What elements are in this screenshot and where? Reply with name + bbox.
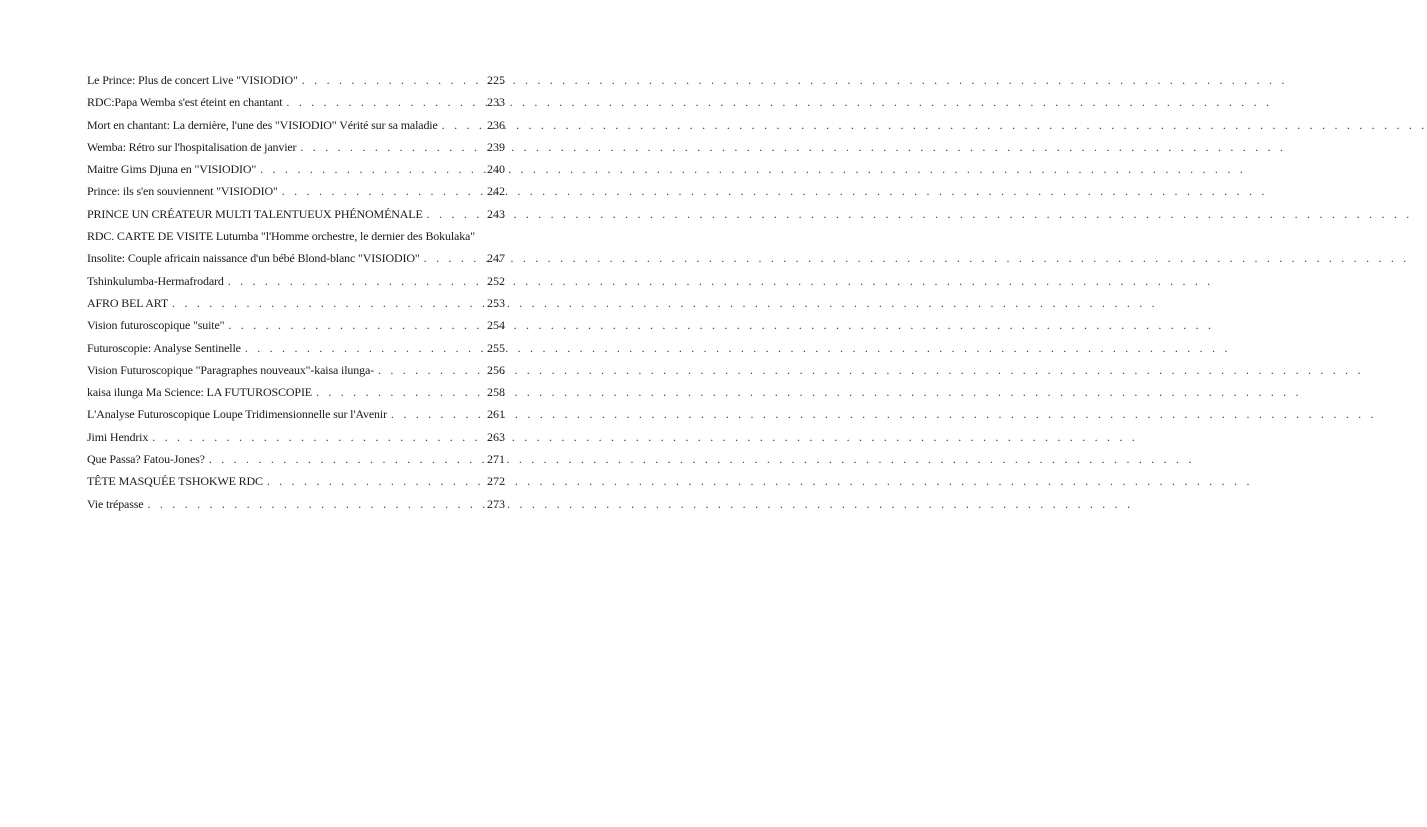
toc-entry-leader xyxy=(438,114,482,136)
toc-entry-leader xyxy=(168,292,482,314)
toc-entry-title: TÊTE MASQUÉE TSHOKWE RDC xyxy=(87,474,263,489)
toc-entry-page: 240 xyxy=(487,162,505,177)
toc-entry-leader xyxy=(205,448,482,470)
toc-entry[interactable] xyxy=(87,493,505,515)
toc-entry-title: Vie trépasse xyxy=(87,496,144,511)
toc-entry-title: Futuroscopie: Analyse Sentinelle xyxy=(87,340,241,355)
toc-entry[interactable] xyxy=(87,448,505,470)
toc-entry-page: 242 xyxy=(487,184,505,199)
toc-entry-title: Mort en chantant: La dernière, l'une des "VISIODIO" Vérité sur sa maladie xyxy=(87,117,438,132)
toc-entry-page: 247 xyxy=(487,251,505,266)
toc-entry-leader xyxy=(256,158,482,180)
toc-entry-leader xyxy=(263,470,482,492)
toc-entry-title: Que Passa? Fatou-Jones? xyxy=(87,452,205,467)
toc-entry[interactable] xyxy=(87,314,505,336)
toc-entry[interactable] xyxy=(87,292,505,314)
toc-entry[interactable] xyxy=(87,403,505,425)
toc-entry-page: 225 xyxy=(487,73,505,87)
toc-entry-page: 272 xyxy=(487,474,505,489)
toc-entry-title: Insolite: Couple africain naissance d'un bébé Blond-blanc "VISIODIO" xyxy=(87,251,420,266)
toc-entry-page: 243 xyxy=(487,206,505,221)
toc-entry-page: 252 xyxy=(487,273,505,288)
toc-entry-page: 236 xyxy=(487,117,505,132)
toc-entry-page: 255 xyxy=(487,340,505,355)
toc-entry-title: L'Analyse Futuroscopique Loupe Tridimensionnelle sur l'Avenir xyxy=(87,407,387,422)
toc-entry[interactable] xyxy=(87,247,505,269)
toc-entry-page: 258 xyxy=(487,385,505,400)
toc-entry-leader xyxy=(298,69,482,91)
toc-entry-title: Prince: ils s'en souviennent "VISIODIO" xyxy=(87,184,278,199)
toc-entry-page: 254 xyxy=(487,318,505,333)
table-of-contents xyxy=(87,69,505,515)
toc-entry-title: Vision futuroscopique "suite" xyxy=(87,318,225,333)
toc-entry-title: RDC:Papa Wemba s'est éteint en chantant xyxy=(87,95,283,110)
toc-entry-title: RDC. CARTE DE VISITE Lutumba "l'Homme orchestre, le dernier des Bokulaka" xyxy=(87,229,475,244)
toc-entry-page: 261 xyxy=(487,407,505,422)
toc-entry-leader xyxy=(423,203,482,225)
toc-entry-leader xyxy=(278,180,482,202)
toc-entry-title: Le Prince: Plus de concert Live "VISIODIO" xyxy=(87,73,298,87)
toc-entry-title: Jimi Hendrix xyxy=(87,429,149,444)
toc-entry-leader xyxy=(143,493,482,515)
toc-entry-leader xyxy=(282,91,482,113)
toc-entry[interactable] xyxy=(87,426,505,448)
toc-entry-leader xyxy=(387,403,482,425)
toc-entry-leader xyxy=(241,337,482,359)
toc-entry[interactable] xyxy=(87,381,505,403)
toc-entry-title: Maitre Gims Djuna en "VISIODIO" xyxy=(87,162,257,177)
toc-entry-page: 239 xyxy=(487,139,505,154)
toc-entry-title: Tshinkulumba-Hermafrodard xyxy=(87,273,224,288)
toc-entry[interactable] xyxy=(87,114,505,136)
toc-entry[interactable] xyxy=(87,180,505,202)
toc-entry[interactable] xyxy=(87,225,505,247)
toc-entry-leader xyxy=(312,381,482,403)
toc-entry[interactable] xyxy=(87,203,505,225)
toc-entry[interactable] xyxy=(87,337,505,359)
toc-entry-leader xyxy=(420,247,482,269)
toc-entry[interactable] xyxy=(87,69,505,91)
toc-entry-leader xyxy=(374,359,482,381)
toc-entry[interactable] xyxy=(87,136,505,158)
toc-entry[interactable] xyxy=(87,91,505,113)
toc-entry-leader xyxy=(224,314,482,336)
toc-entry-title: PRINCE UN CRÉATEUR MULTI TALENTUEUX PHÉNOMÉNALE xyxy=(87,206,423,221)
toc-entry-title: kaisa ilunga Ma Science: LA FUTUROSCOPIE xyxy=(87,385,312,400)
toc-entry[interactable] xyxy=(87,158,505,180)
toc-entry-page: 273 xyxy=(487,496,505,511)
toc-entry-leader xyxy=(296,136,482,158)
toc-entry-title: Vision Futuroscopique "Paragraphes nouveaux"-kaisa ilunga- xyxy=(87,362,374,377)
toc-entry-page: 253 xyxy=(487,295,505,310)
toc-entry[interactable] xyxy=(87,470,505,492)
toc-entry[interactable] xyxy=(87,359,505,381)
toc-entry-page: 256 xyxy=(487,362,505,377)
toc-entry-title: Wemba: Rétro sur l'hospitalisation de janvier xyxy=(87,139,297,154)
toc-entry-leader xyxy=(148,426,482,448)
toc-entry-leader xyxy=(224,270,482,292)
toc-entry-title: AFRO BEL ART xyxy=(87,295,169,310)
toc-entry[interactable] xyxy=(87,270,505,292)
toc-entry-page: 271 xyxy=(487,452,505,467)
toc-entry-page: 263 xyxy=(487,429,505,444)
toc-entry-page: 233 xyxy=(487,95,505,110)
